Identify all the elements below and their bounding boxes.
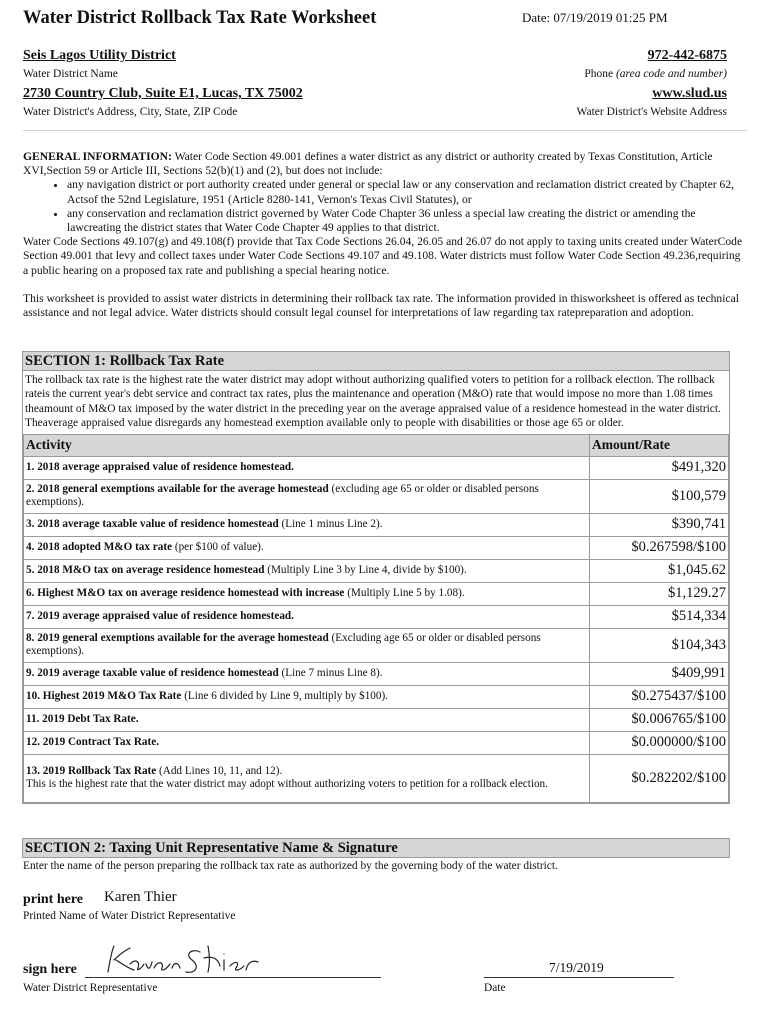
list-item: • any conservation and reclamation district governed by Water Code Chapter 36 unless a special law creating the district or amending the lawcreating the district states that Water Code Chapter 49 applies to that district. (67, 207, 745, 235)
col-amount: Amount/Rate (590, 434, 729, 456)
section2-intro: Enter the name of the person preparing the rollback tax rate as authorized by the governing body of the water district. (23, 860, 558, 872)
signature-caption: Water District Representative (23, 982, 158, 994)
section2-heading: SECTION 2: Taxing Unit Representative Name & Signature (22, 838, 730, 858)
table-row: 5. 2018 M&O tax on average residence homestead (Multiply Line 3 by Line 4, divide by $100). $1,045.62 (24, 559, 729, 582)
table-row: 2. 2018 general exemptions available for the average homestead (excluding age 65 or older or disabled persons exemptions). $100,579 (24, 479, 729, 513)
col-activity: Activity (24, 434, 590, 456)
general-intro: GENERAL INFORMATION: Water Code Section 49.001 defines a water district as any district or authority created by Texas Constitution, Article XVI,Section 59 or Article III, Sections 52(b)(1) and (2), but does not include: (23, 150, 713, 178)
amount-cell: $0.282202/$100 (590, 754, 729, 802)
amount-cell: $1,129.27 (590, 582, 729, 605)
section1-intro: The rollback tax rate is the highest rate the water district may adopt without authorizing qualified voters to petition for a rollback election. The rollback rateis the current year's debt service and contract tax rates, plus the maintenance and operation (M&O) rate that would impose no more than 1.08 times theamount of M&O tax imposed by the water district in the preceding year on the average appraised value of a residence homestead in the water district. Theaverage appraised value disregards any homestead exemption available only to people with disabilities or those age 65 or older. (25, 374, 721, 430)
section1-heading: SECTION 1: Rollback Tax Rate (22, 351, 730, 371)
page-title: Water District Rollback Tax Rate Worksheet (23, 8, 377, 28)
water-code-paragraph: Water Code Sections 49.107(g) and 49.108(f) provide that Tax Code Sections 26.04, 26.05 and 26.07 do not apply to taxing units created under WaterCode Section 49.001 that levy and collect taxes under Water Code Sections 49.107 and 49.108. Water districts must follow Water Code Section 49.236,requiring a public hearing on a proposed tax rate and publishing a special hearing notice. (23, 235, 743, 277)
amount-cell: $0.000000/$100 (590, 731, 729, 754)
table-row: 13. 2019 Rollback Tax Rate (Add Lines 10, 11, and 12). This is the highest rate that the water district may adopt without authorizing voters to petition for a rollback election. $0.282202/$100 (24, 754, 729, 802)
table-row: 11. 2019 Debt Tax Rate. $0.006765/$100 (24, 708, 729, 731)
phone-value: 972-442-6875 (647, 48, 727, 63)
signature-image (100, 940, 270, 980)
website-label: Water District's Website Address (576, 106, 727, 118)
address-label: Water District's Address, City, State, ZIP Code (23, 106, 238, 118)
amount-cell: $0.275437/$100 (590, 685, 729, 708)
header-divider (23, 130, 747, 131)
amount-cell: $0.006765/$100 (590, 708, 729, 731)
table-row: 8. 2019 general exemptions available for the average homestead (Excluding age 65 or older or disabled persons exemptions). $104,343 (24, 628, 729, 662)
amount-cell: $1,045.62 (590, 559, 729, 582)
list-item: • any navigation district or port authority created under general or special law or any conservation and reclamation district created by Chapter 62, Actsof the 52nd Legislature, 1951 (Article 8280-141, Vernon's Texas Civil Statutes), or (67, 178, 745, 206)
district-name-value: Seis Lagos Utility District (23, 48, 176, 63)
sign-here-label: sign here (23, 962, 77, 977)
amount-cell: $514,334 (590, 605, 729, 628)
printed-name-field[interactable]: Karen Thier (104, 889, 177, 905)
worksheet-date: Date: 07/19/2019 01:25 PM (522, 10, 668, 25)
amount-cell: $0.267598/$100 (590, 536, 729, 559)
date-caption: Date (484, 982, 506, 994)
exclusion-list (23, 178, 745, 235)
amount-cell: $100,579 (590, 479, 729, 513)
amount-cell: $104,343 (590, 628, 729, 662)
phone-label: Phone (area code and number) (584, 68, 727, 80)
table-row: 3. 2018 average taxable value of residence homestead (Line 1 minus Line 2). $390,741 (24, 513, 729, 536)
table-row: 1. 2018 average appraised value of residence homestead. $491,320 (24, 456, 729, 479)
table-row: 10. Highest 2019 M&O Tax Rate (Line 6 divided by Line 9, multiply by $100). $0.275437/$100 (24, 685, 729, 708)
table-row: 4. 2018 adopted M&O tax rate (per $100 of value). $0.267598/$100 (24, 536, 729, 559)
section1-box (22, 371, 730, 804)
date-line (484, 976, 674, 978)
rollback-table (23, 434, 729, 803)
table-row: 7. 2019 average appraised value of residence homestead. $514,334 (24, 605, 729, 628)
printed-name-label: Printed Name of Water District Representative (23, 910, 236, 922)
district-name-label: Water District Name (23, 68, 118, 80)
table-row: 6. Highest M&O tax on average residence homestead with increase (Multiply Line 5 by 1.08). $1,129.27 (24, 582, 729, 605)
amount-cell: $409,991 (590, 662, 729, 685)
amount-cell: $390,741 (590, 513, 729, 536)
address-value: 2730 Country Club, Suite E1, Lucas, TX 75002 (23, 86, 303, 101)
table-row: 12. 2019 Contract Tax Rate. $0.000000/$100 (24, 731, 729, 754)
signature-date[interactable]: 7/19/2019 (549, 960, 604, 975)
amount-cell: $491,320 (590, 456, 729, 479)
website-value: www.slud.us (652, 86, 727, 101)
worksheet-note: This worksheet is provided to assist water districts in determining their rollback tax rate. The information provided in thisworksheet is offered as technical assistance and not legal advice. Water districts should consult legal counsel for interpretations of law regarding tax ratepreparation and adoption. (23, 291, 739, 320)
print-here-label: print here (23, 892, 84, 907)
general-information (23, 150, 745, 320)
table-row: 9. 2019 average taxable value of residence homestead (Line 7 minus Line 8). $409,991 (24, 662, 729, 685)
